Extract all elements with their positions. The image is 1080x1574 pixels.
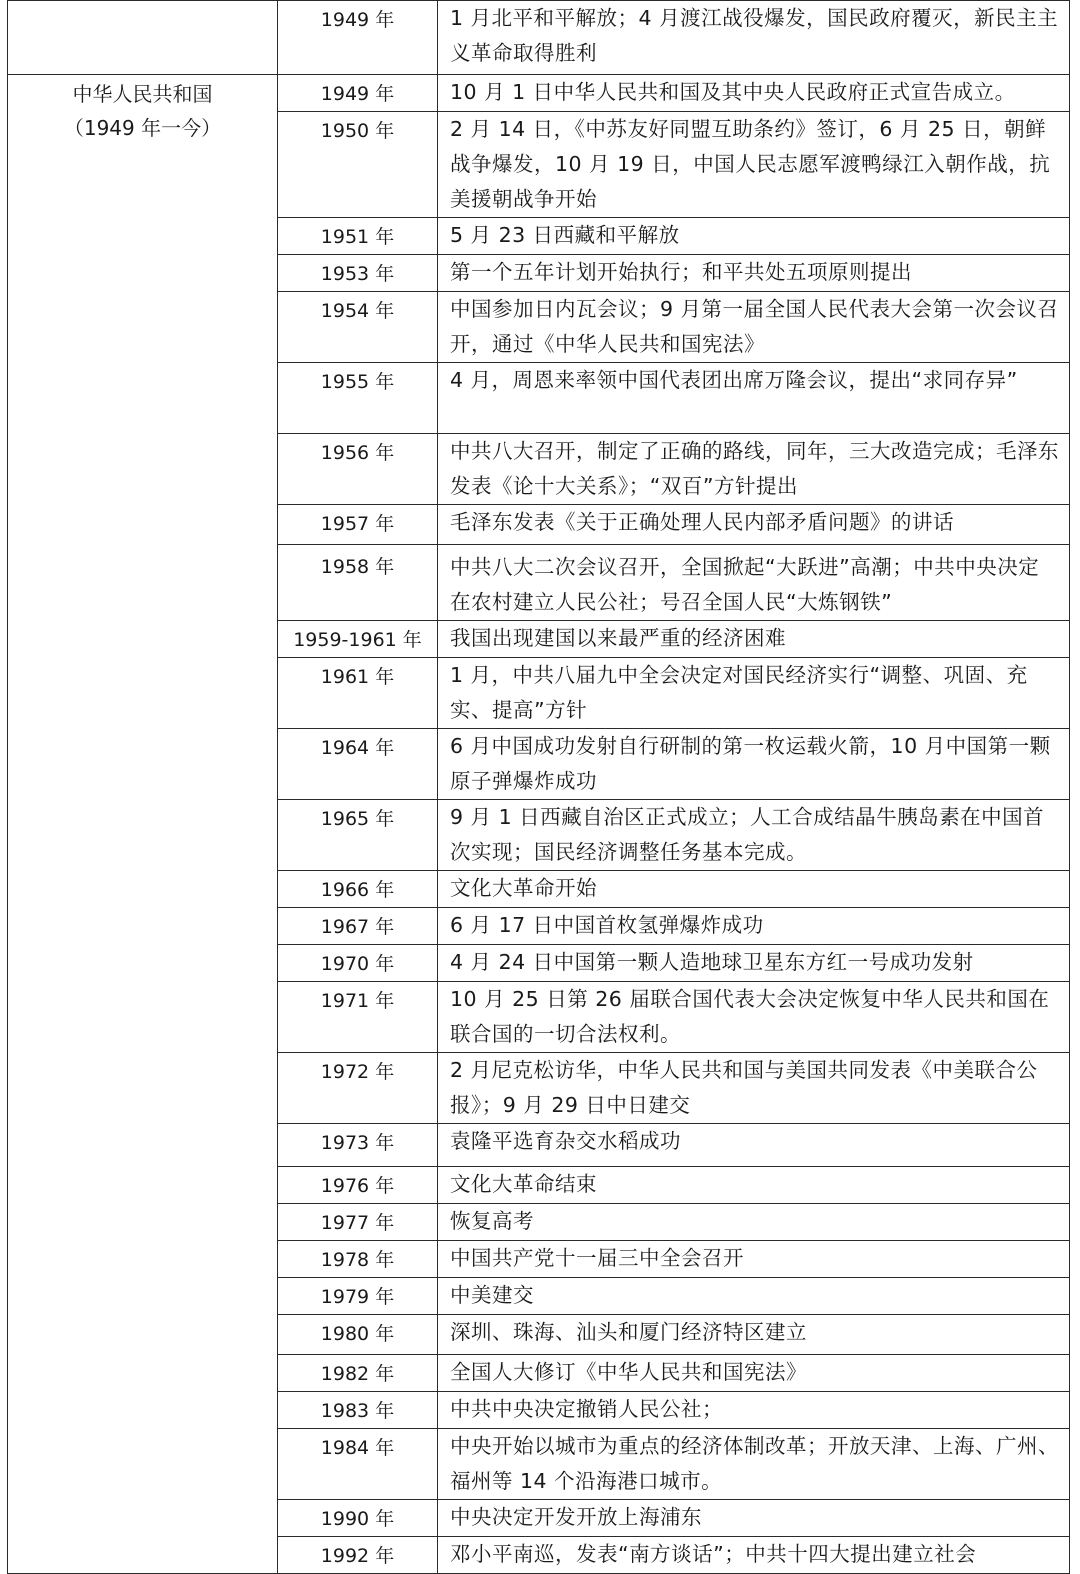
event-cell: 中国参加日内瓦会议；9 月第一届全国人民代表大会第一次会议召开，通过《中华人民共和国宪法》 <box>438 292 1070 363</box>
event-cell: 袁隆平选育杂交水稻成功 <box>438 1124 1070 1167</box>
event-cell: 4 月 24 日中国第一颗人造地球卫星东方红一号成功发射 <box>438 945 1070 982</box>
event-cell: 恢复高考 <box>438 1204 1070 1241</box>
event-cell: 9 月 1 日西藏自治区正式成立；人工合成结晶牛胰岛素在中国首次实现；国民经济调整任务基本完成。 <box>438 800 1070 871</box>
year-cell: 1978 年 <box>278 1241 438 1278</box>
event-cell: 10 月 25 日第 26 届联合国代表大会决定恢复中华人民共和国在联合国的一切合法权利。 <box>438 982 1070 1053</box>
table-row <box>8 1 1070 75</box>
year-cell: 1965 年 <box>278 800 438 871</box>
event-cell: 4 月，周恩来率领中国代表团出席万隆会议，提出“求同存异” <box>438 363 1070 434</box>
event-cell: 5 月 23 日西藏和平解放 <box>438 218 1070 255</box>
event-cell: 邓小平南巡，发表“南方谈话”；中共十四大提出建立社会 <box>438 1537 1070 1574</box>
event-cell: 文化大革命结束 <box>438 1167 1070 1204</box>
event-cell: 中共中央决定撤销人民公社； <box>438 1392 1070 1429</box>
year-cell: 1979 年 <box>278 1278 438 1315</box>
year-cell: 1983 年 <box>278 1392 438 1429</box>
year-cell: 1982 年 <box>278 1355 438 1392</box>
event-cell: 文化大革命开始 <box>438 871 1070 908</box>
year-cell: 1958 年 <box>278 545 438 621</box>
year-cell: 1977 年 <box>278 1204 438 1241</box>
year-cell: 1980 年 <box>278 1315 438 1355</box>
event-cell: 1 月北平和平解放；4 月渡江战役爆发，国民政府覆灭，新民主主义革命取得胜利 <box>438 1 1070 75</box>
year-cell: 1976 年 <box>278 1167 438 1204</box>
year-cell: 1970 年 <box>278 945 438 982</box>
event-cell: 中央决定开发开放上海浦东 <box>438 1500 1070 1537</box>
event-cell: 中共八大二次会议召开，全国掀起“大跃进”高潮；中共中央决定在农村建立人民公社；号召全国人民“大炼钢铁” <box>438 545 1070 621</box>
year-cell: 1990 年 <box>278 1500 438 1537</box>
event-cell: 中美建交 <box>438 1278 1070 1315</box>
era-name: 中华人民共和国 <box>72 82 213 106</box>
event-cell: 6 月 17 日中国首枚氢弹爆炸成功 <box>438 908 1070 945</box>
document-page <box>7 0 1069 1574</box>
year-cell: 1950 年 <box>278 112 438 218</box>
year-cell: 1959-1961 年 <box>278 621 438 658</box>
year-cell: 1954 年 <box>278 292 438 363</box>
year-cell: 1973 年 <box>278 1124 438 1167</box>
event-cell: 深圳、珠海、汕头和厦门经济特区建立 <box>438 1315 1070 1355</box>
event-cell: 我国出现建国以来最严重的经济困难 <box>438 621 1070 658</box>
era-span: （1949 年一今） <box>63 116 222 140</box>
year-cell: 1951 年 <box>278 218 438 255</box>
year-cell: 1971 年 <box>278 982 438 1053</box>
year-cell: 1966 年 <box>278 871 438 908</box>
event-cell: 10 月 1 日中华人民共和国及其中央人民政府正式宣告成立。 <box>438 75 1070 112</box>
event-cell: 2 月 14 日，《中苏友好同盟互助条约》签订，6 月 25 日，朝鲜战争爆发，10 月 19 日，中国人民志愿军渡鸭绿江入朝作战，抗美援朝战争开始 <box>438 112 1070 218</box>
year-cell: 1956 年 <box>278 434 438 505</box>
event-cell: 中共八大召开，制定了正确的路线，同年，三大改造完成；毛泽东发表《论十大关系》；“双百”方针提出 <box>438 434 1070 505</box>
era-cell-prc <box>8 75 278 1574</box>
year-cell: 1949 年 <box>278 1 438 75</box>
year-cell: 1984 年 <box>278 1429 438 1500</box>
event-cell: 毛泽东发表《关于正确处理人民内部矛盾问题》的讲话 <box>438 505 1070 545</box>
year-cell: 1961 年 <box>278 658 438 729</box>
year-cell: 1957 年 <box>278 505 438 545</box>
era-cell-previous <box>8 1 278 75</box>
year-cell: 1964 年 <box>278 729 438 800</box>
event-cell: 6 月中国成功发射自行研制的第一枚运载火箭，10 月中国第一颗原子弹爆炸成功 <box>438 729 1070 800</box>
event-cell: 中国共产党十一届三中全会召开 <box>438 1241 1070 1278</box>
event-cell: 第一个五年计划开始执行；和平共处五项原则提出 <box>438 255 1070 292</box>
year-cell: 1972 年 <box>278 1053 438 1124</box>
year-cell: 1992 年 <box>278 1537 438 1574</box>
year-cell: 1949 年 <box>278 75 438 112</box>
event-cell: 全国人大修订《中华人民共和国宪法》 <box>438 1355 1070 1392</box>
event-cell: 中央开始以城市为重点的经济体制改革；开放天津、上海、广州、福州等 14 个沿海港口城市。 <box>438 1429 1070 1500</box>
event-cell: 2 月尼克松访华，中华人民共和国与美国共同发表《中美联合公报》；9 月 29 日中日建交 <box>438 1053 1070 1124</box>
year-cell: 1967 年 <box>278 908 438 945</box>
year-cell: 1953 年 <box>278 255 438 292</box>
history-timeline-table <box>7 0 1070 1574</box>
table-row <box>8 75 1070 112</box>
event-cell: 1 月，中共八届九中全会决定对国民经济实行“调整、巩固、充实、提高”方针 <box>438 658 1070 729</box>
year-cell: 1955 年 <box>278 363 438 434</box>
